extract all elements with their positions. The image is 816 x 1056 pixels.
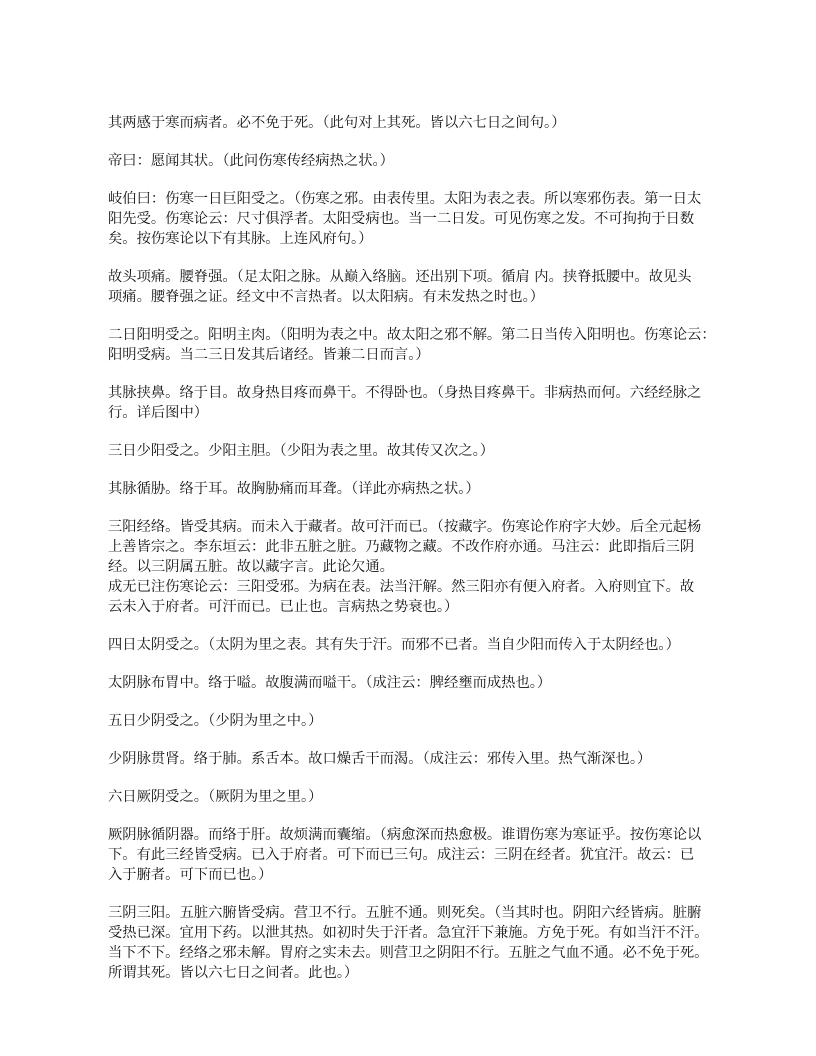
paragraph bbox=[108, 383, 728, 423]
paragraph bbox=[108, 711, 728, 731]
text-line: 上善皆宗之。李东垣云：此非五脏之脏。乃藏物之藏。不改作府亦通。马注云：此即指后三阴 bbox=[108, 539, 695, 555]
text-line: 下。有此三经皆受病。已入于府者。可下而已三句。成注云：三阴在经者。犹宜汗。故云：已 bbox=[108, 847, 695, 863]
document-page bbox=[108, 113, 728, 1001]
text-line: 当下不下。经络之邪未解。胃府之实未去。则营卫之阴阳不行。五脏之气血不通。必不免于死。 bbox=[108, 945, 709, 961]
paragraph bbox=[108, 825, 728, 885]
paragraph bbox=[108, 517, 728, 617]
text-line: 其两感于寒而病者。必不免于死。（此句对上其死。皆以六七日之间句。） bbox=[108, 115, 566, 131]
paragraph bbox=[108, 635, 728, 655]
text-line: 阳先受。伤寒论云：尺寸俱浮者。太阳受病也。当一二日发。可见伤寒之发。不可拘拘于日数 bbox=[108, 211, 695, 227]
text-line: 少阴脉贯肾。络于肺。系舌本。故口燥舌干而渴。（成注云：邪传入里。热气渐深也。） bbox=[108, 751, 652, 767]
text-line: 入于腑者。可下而已也。） bbox=[108, 867, 273, 883]
paragraph bbox=[108, 749, 728, 769]
text-line: 其脉挟鼻。络于目。故身热目疼而鼻干。不得卧也。（身热目疼鼻干。非病热而何。六经经脉之 bbox=[108, 385, 702, 401]
text-line: 受热已深。宜用下药。以泄其热。如初时失于汗者。急宜汗下兼施。方免于死。有如当汗不汗。 bbox=[108, 925, 709, 941]
paragraph bbox=[108, 479, 728, 499]
paragraph bbox=[108, 189, 728, 249]
text-line: 太阴脉布胃中。络于嗌。故腹满而嗌干。（成注云：脾经壅而成热也。） bbox=[108, 675, 552, 691]
text-line: 阳明受病。当二三日发其后诸经。皆兼二日而言。） bbox=[108, 347, 430, 363]
text-line: 成无已注伤寒论云：三阳受邪。为病在表。法当汗解。然三阳亦有便入府者。入府则宜下。故 bbox=[108, 579, 695, 595]
text-line: 三日少阳受之。少阳主胆。（少阳为表之里。故其传又次之。） bbox=[108, 443, 495, 459]
text-line: 三阴三阳。五脏六腑皆受病。营卫不行。五脏不通。则死矣。（当其时也。阴阳六经皆病。脏腑 bbox=[108, 905, 702, 921]
paragraph bbox=[108, 151, 728, 171]
text-line: 云未入于府者。可汗而已。已止也。言病热之势衰也。） bbox=[108, 599, 459, 615]
paragraph bbox=[108, 673, 728, 693]
text-line: 厥阴脉循阴器。而络于肝。故烦满而囊缩。（病愈深而热愈极。谁谓伤寒为寒证乎。按伤寒论以 bbox=[108, 827, 702, 843]
paragraph bbox=[108, 113, 728, 133]
text-line: 所谓其死。皆以六七日之间者。此也。） bbox=[108, 965, 359, 981]
paragraph bbox=[108, 787, 728, 807]
paragraph bbox=[108, 441, 728, 461]
text-line: 四日太阴受之。（太阴为里之表。其有失于汗。而邪不已者。当自少阳而传入于太阴经也。） bbox=[108, 637, 680, 653]
text-line: 二日阳明受之。阳明主肉。（阳明为表之中。故太阳之邪不解。第二日当传入阳明也。伤寒论云： bbox=[108, 327, 716, 343]
text-line: 矣。按伤寒论以下有其脉。上连风府句。） bbox=[108, 231, 373, 247]
text-line: 故头项痛。腰脊强。（足太阳之脉。从巅入络脑。还出别下项。循肩 内。挟脊抵腰中。故见头 bbox=[108, 269, 692, 285]
text-line: 六日厥阴受之。（厥阴为里之里。） bbox=[108, 789, 323, 805]
text-line: 岐伯曰：伤寒一日巨阳受之。（伤寒之邪。由表传里。太阳为表之表。所以寒邪伤表。第一日太 bbox=[108, 191, 702, 207]
paragraph bbox=[108, 903, 728, 983]
paragraph bbox=[108, 267, 728, 307]
text-line: 行。详后图中） bbox=[108, 405, 209, 421]
text-line: 三阳经络。皆受其病。而未入于藏者。故可汗而已。（按藏字。伤寒论作府字大妙。后全元起杨 bbox=[108, 519, 702, 535]
text-line: 五日少阴受之。（少阴为里之中。） bbox=[108, 713, 323, 729]
text-line: 经。以三阴属五脏。故以藏字言。此论欠通。 bbox=[108, 559, 394, 575]
text-line: 帝曰：愿闻其状。（此问伤寒传经病热之状。） bbox=[108, 153, 394, 169]
text-line: 其脉循胁。络于耳。故胸胁痛而耳聋。（详此亦病热之状。） bbox=[108, 481, 480, 497]
text-line: 项痛。腰脊强之证。经文中不言热者。以太阳病。有未发热之时也。） bbox=[108, 289, 545, 305]
paragraph bbox=[108, 325, 728, 365]
